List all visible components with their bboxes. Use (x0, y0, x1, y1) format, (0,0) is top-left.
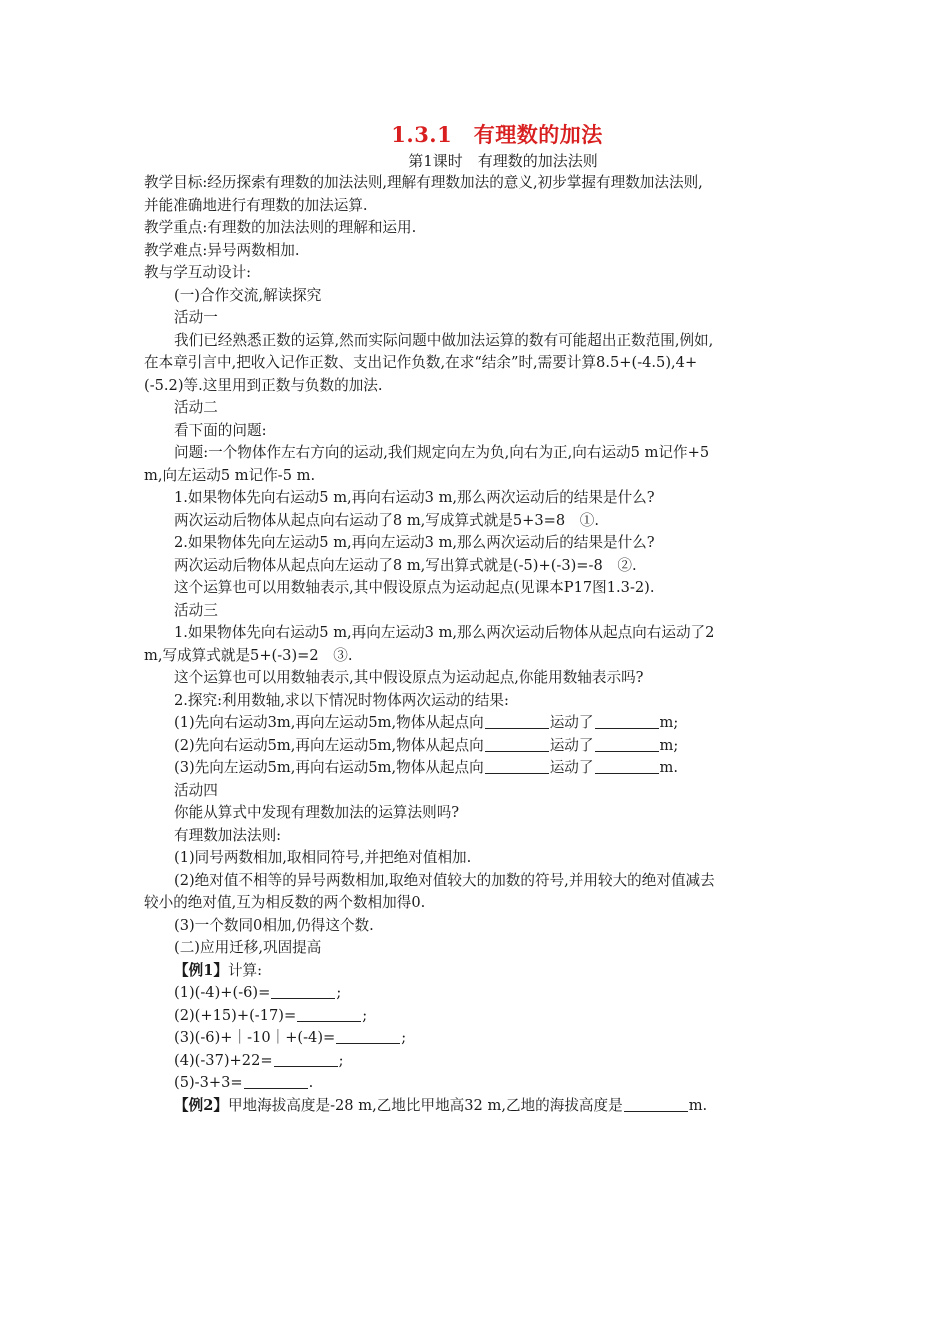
explore-item-1 (144, 712, 810, 735)
moved-text: 运动了 (549, 714, 594, 731)
explore-item-1-text: (1)先向右运动3m,再向左运动5m,物体从起点向 (174, 714, 484, 731)
activity-2-answer-1: 两次运动后物体从起点向右运动了8 m,写成算式就是5+3=8 ①. (174, 511, 600, 529)
activity-2-note: 这个运算也可以用数轴表示,其中假设原点为运动起点(见课本P17图1.3-2). (174, 579, 655, 596)
example-2-text: 甲地海拔高度是-28 m,乙地比甲地高32 m,乙地的海拔高度是 (227, 1096, 623, 1114)
example-1-text: 计算: (227, 961, 263, 979)
document-page (144, 120, 810, 1117)
activity-2-problem-2: m,向左运动5 m记作-5 m. (144, 466, 316, 484)
moved-text: 运动了 (549, 759, 594, 776)
answer-blank[interactable] (485, 757, 549, 774)
example-2-label: 【例2】 (174, 1096, 228, 1114)
example-1-item-5 (144, 1072, 810, 1095)
activity-2-question-2: 2.如果物体先向左运动5 m,再向左运动3 m,那么两次运动后的结果是什么? (174, 534, 655, 551)
teaching-objective: 教学目标:经历探索有理数的加法法则,理解有理数加法的意义,初步掌握有理数加法法则, (144, 174, 703, 191)
example-2 (144, 1095, 810, 1118)
teaching-key-point: 教学重点:有理数的加法法则的理解和运用. (144, 219, 417, 236)
unit-text: m; (659, 714, 679, 731)
activity-3-explore: 2.探究:利用数轴,求以下情况时物体两次运动的结果: (174, 691, 509, 709)
example-1-item-4 (144, 1050, 810, 1073)
answer-blank[interactable] (624, 1095, 688, 1112)
activity-2-problem-1: 问题:一个物体作左右方向的运动,我们规定向左为负,向右为正,向右运动5 m记作+5 (174, 444, 710, 461)
answer-blank[interactable] (485, 712, 549, 729)
activity-4-label: 活动四 (174, 781, 218, 799)
activity-1-line-1: 我们已经熟悉正数的运算,然而实际问题中做加法运算的数有可能超出正数范围,例如, (174, 331, 714, 349)
answer-blank[interactable] (271, 982, 335, 999)
answer-blank[interactable] (336, 1027, 400, 1044)
answer-blank[interactable] (595, 712, 659, 729)
explore-item-2 (144, 735, 810, 758)
punctuation: . (308, 1074, 314, 1091)
answer-blank[interactable] (244, 1072, 308, 1089)
answer-blank[interactable] (274, 1050, 338, 1067)
addition-rule-heading: 有理数加法法则: (174, 826, 282, 844)
punctuation: ; (338, 1051, 344, 1069)
activity-2-answer-2: 两次运动后物体从起点向左运动了8 m,写出算式就是(-5)+(-3)=-8 ②. (174, 556, 637, 574)
example-1-heading (144, 960, 810, 983)
section-heading-1: (一)合作交流,解读探究 (174, 286, 322, 304)
activity-2-question-1: 1.如果物体先向右运动5 m,再向右运动3 m,那么两次运动后的结果是什么? (174, 489, 655, 506)
expression-text: (4)(-37)+22= (174, 1051, 273, 1069)
activity-2-label: 活动二 (174, 399, 218, 416)
answer-blank[interactable] (595, 735, 659, 752)
explore-item-3-text: (3)先向左运动5m,再向右运动5m,物体从起点向 (174, 759, 484, 776)
example-1-label: 【例1】 (174, 961, 228, 979)
addition-rule-3: (3)一个数同0相加,仍得这个数. (174, 916, 374, 934)
activity-3-question-1a: 1.如果物体先向右运动5 m,再向左运动3 m,那么两次运动后物体从起点向右运动了2 (174, 624, 715, 641)
explore-item-3 (144, 757, 810, 780)
addition-rule-2b: 较小的绝对值,互为相反数的两个数相加得0. (144, 894, 426, 911)
expression-text: (1)(-4)+(-6)= (174, 984, 271, 1001)
teaching-objective-cont: 并能准确地进行有理数的加法运算. (144, 196, 368, 214)
activity-1-line-2: 在本章引言中,把收入记作正数、支出记作负数,在求“结余”时,需要计算8.5+(-4.5),4+ (144, 354, 698, 371)
example-1-item-1 (144, 982, 810, 1005)
unit-text: m. (659, 759, 678, 776)
lesson-title: 1.3.1 有理数的加法 (391, 122, 603, 147)
activity-4-question: 你能从算式中发现有理数加法的运算法则吗? (174, 804, 460, 821)
activity-3-question-1b: m,写成算式就是5+(-3)=2 ③. (144, 646, 353, 664)
lesson-subtitle: 第1课时 有理数的加法法则 (408, 152, 598, 170)
answer-blank[interactable] (485, 735, 549, 752)
expression-text: (3)(-6)+｜-10｜+(-4)= (174, 1029, 336, 1046)
activity-1-label: 活动一 (174, 309, 218, 326)
punctuation: ; (362, 1006, 368, 1024)
unit-text: m. (688, 1096, 708, 1114)
addition-rule-2a: (2)绝对值不相等的异号两数相加,取绝对值较大的加数的符号,并用较大的绝对值减去 (174, 871, 715, 889)
punctuation: ; (401, 1029, 407, 1046)
unit-text: m; (659, 736, 679, 754)
expression-text: (5)-3+3= (174, 1074, 243, 1091)
example-1-item-2 (144, 1005, 810, 1028)
answer-blank[interactable] (595, 757, 659, 774)
activity-1-line-3: (-5.2)等.这里用到正数与负数的加法. (144, 376, 383, 394)
section-heading-2: (二)应用迁移,巩固提高 (174, 939, 322, 956)
addition-rule-1: (1)同号两数相加,取相同符号,并把绝对值相加. (174, 849, 472, 866)
activity-3-label: 活动三 (174, 601, 218, 619)
moved-text: 运动了 (549, 736, 594, 754)
expression-text: (2)(+15)+(-17)= (174, 1006, 297, 1024)
activity-3-note: 这个运算也可以用数轴表示,其中假设原点为运动起点,你能用数轴表示吗? (174, 669, 644, 686)
example-1-item-3 (144, 1027, 810, 1050)
teaching-difficulty: 教学难点:异号两数相加. (144, 241, 300, 259)
punctuation: ; (336, 984, 342, 1001)
answer-blank[interactable] (297, 1005, 361, 1022)
explore-item-2-text: (2)先向右运动5m,再向左运动5m,物体从起点向 (174, 736, 484, 754)
activity-2-intro: 看下面的问题: (174, 421, 267, 439)
interaction-design: 教与学互动设计: (144, 264, 252, 281)
